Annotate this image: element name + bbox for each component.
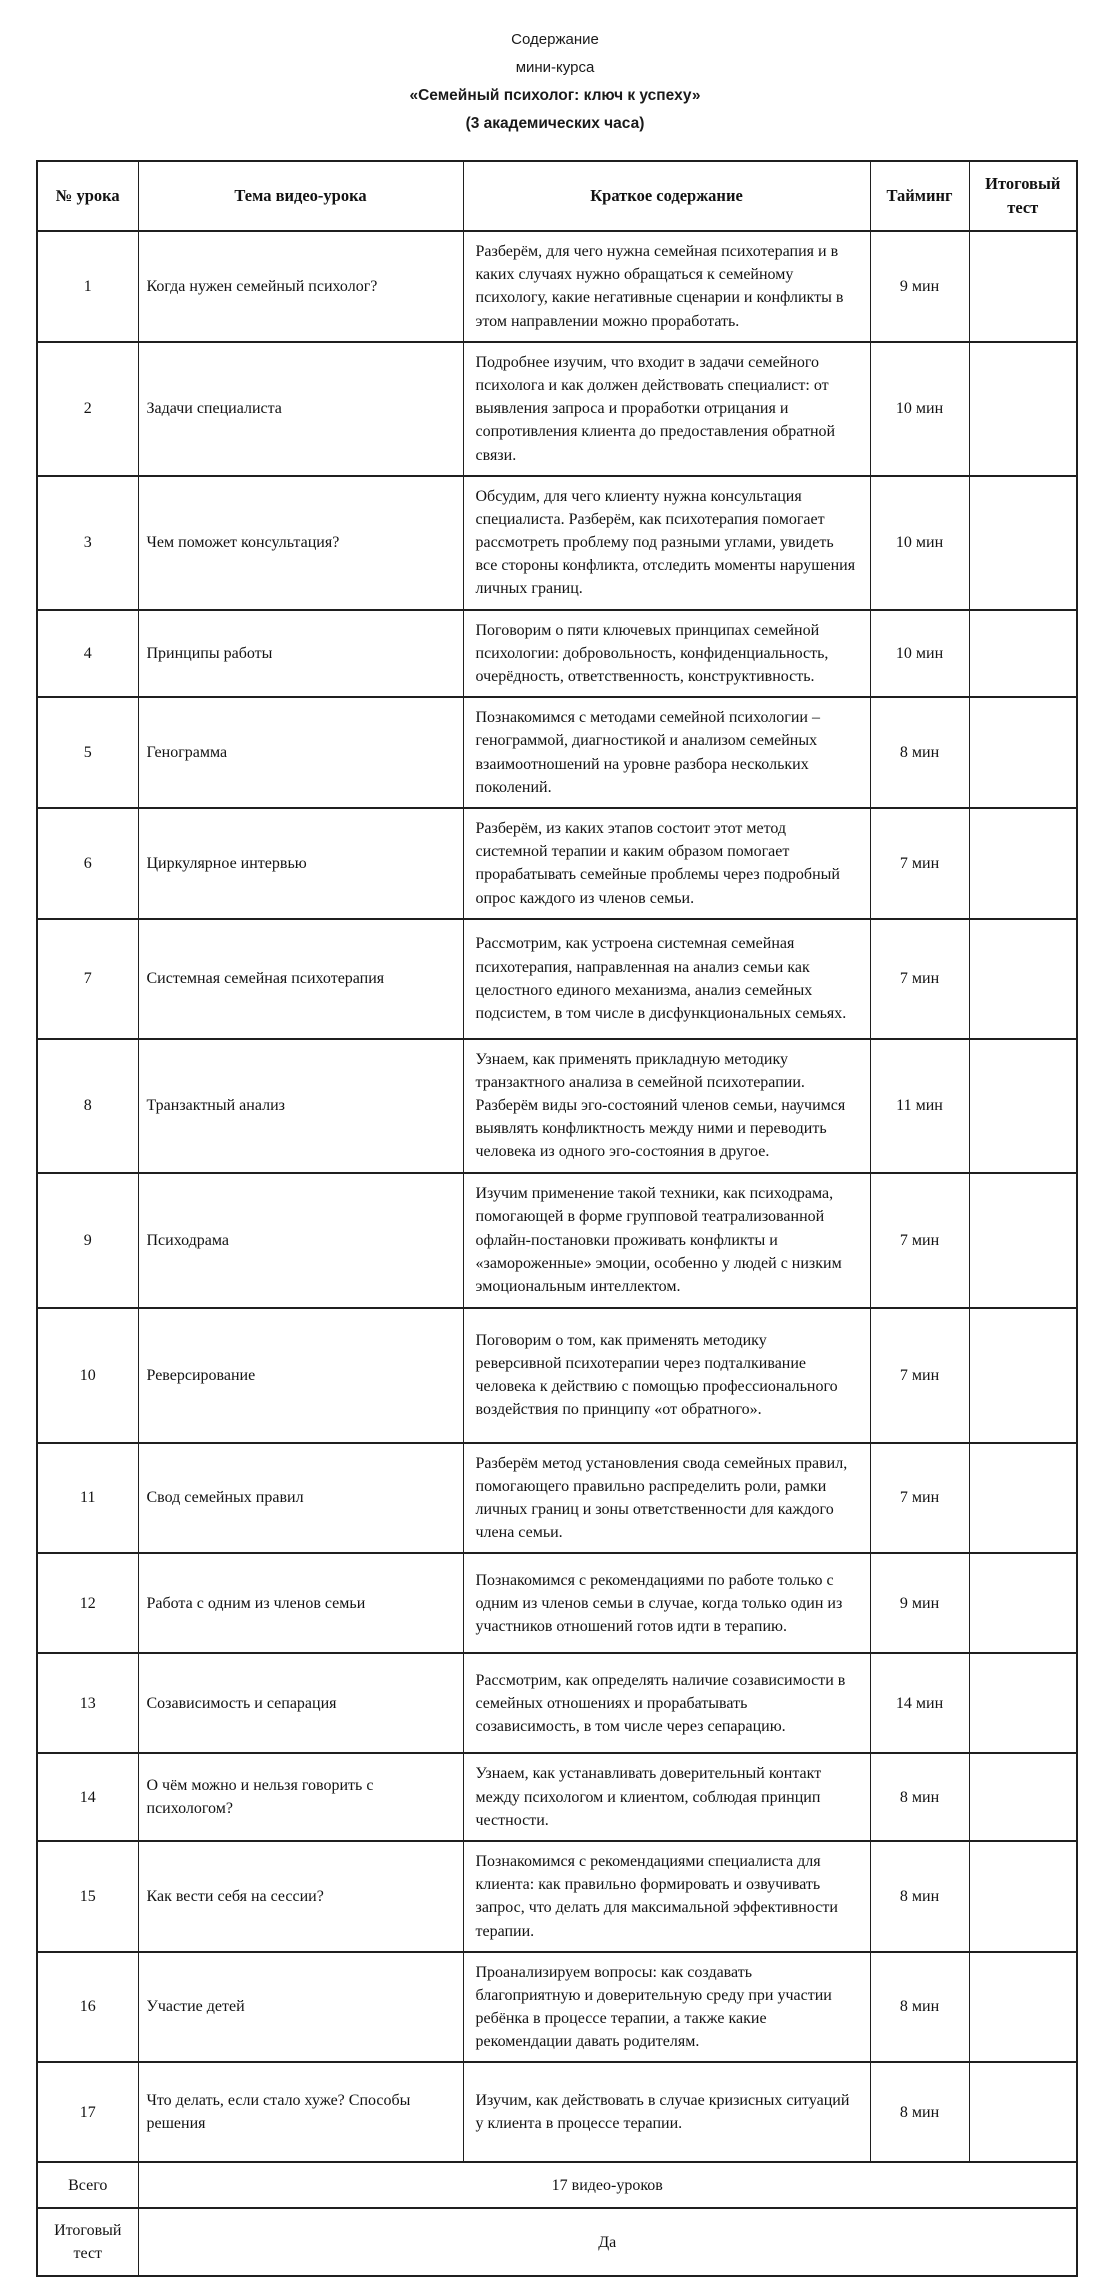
- lesson-number-cell: 8: [37, 1039, 138, 1173]
- lesson-number-cell: 9: [37, 1173, 138, 1308]
- total-label: Всего: [37, 2162, 138, 2208]
- lesson-timing-cell: 10 мин: [870, 476, 969, 610]
- course-contents-table: [36, 160, 1078, 2277]
- lesson-summary-cell: Разберём, из каких этапов состоит этот метод системной терапии и каким образом помогает прорабатывать семейные проблемы через подробный опрос каждого из членов семьи.: [463, 808, 870, 919]
- lesson-timing-cell: 10 мин: [870, 342, 969, 476]
- total-value: 17 видео-уроков: [138, 2162, 1077, 2208]
- lesson-row: [37, 2062, 1077, 2162]
- lesson-timing-cell: 7 мин: [870, 1443, 969, 1554]
- document-header: [0, 26, 1110, 138]
- lesson-topic-cell: Созависимость и сепарация: [138, 1653, 463, 1753]
- column-header-timing: Тайминг: [870, 161, 969, 231]
- lesson-row: [37, 808, 1077, 919]
- lesson-number-cell: 12: [37, 1553, 138, 1653]
- final-test-row: [37, 2208, 1077, 2276]
- lesson-summary-cell: Познакомимся с рекомендациями по работе только с одним из членов семьи в случае, когда только один из участников отношений готов идти в терапию.: [463, 1553, 870, 1653]
- lesson-test-cell: [969, 1039, 1077, 1173]
- lesson-test-cell: [969, 1653, 1077, 1753]
- lesson-number-cell: 3: [37, 476, 138, 610]
- lesson-test-cell: [969, 231, 1077, 342]
- lesson-number-cell: 15: [37, 1841, 138, 1952]
- lesson-row: [37, 1653, 1077, 1753]
- lesson-topic-cell: Циркулярное интервью: [138, 808, 463, 919]
- lesson-timing-cell: 8 мин: [870, 1841, 969, 1952]
- lesson-number-cell: 17: [37, 2062, 138, 2162]
- lesson-row: [37, 919, 1077, 1039]
- lesson-topic-cell: Принципы работы: [138, 610, 463, 698]
- lesson-topic-cell: Генограмма: [138, 697, 463, 808]
- lesson-topic-cell: Системная семейная психотерапия: [138, 919, 463, 1039]
- lesson-summary-cell: Узнаем, как применять прикладную методику транзактного анализа в семейной психотерапии. Разберём виды эго-состояний членов семьи, научимся выявлять конфликтность между ними и переводить человека из одного эго-состояния в другое.: [463, 1039, 870, 1173]
- lesson-timing-cell: 7 мин: [870, 808, 969, 919]
- course-duration: (3 академических часа): [465, 115, 645, 132]
- column-header-lesson-number: № урока: [37, 161, 138, 231]
- lesson-test-cell: [969, 1173, 1077, 1308]
- lesson-summary-cell: Узнаем, как устанавливать доверительный контакт между психологом и клиентом, соблюдая принцип честности.: [463, 1753, 870, 1841]
- lesson-topic-cell: Транзактный анализ: [138, 1039, 463, 1173]
- lesson-timing-cell: 10 мин: [870, 610, 969, 698]
- total-row: [37, 2162, 1077, 2208]
- lesson-timing-cell: 11 мин: [870, 1039, 969, 1173]
- lesson-number-cell: 14: [37, 1753, 138, 1841]
- lesson-row: [37, 231, 1077, 342]
- lesson-number-cell: 5: [37, 697, 138, 808]
- lesson-number-cell: 4: [37, 610, 138, 698]
- lesson-test-cell: [969, 2062, 1077, 2162]
- lesson-row: [37, 1173, 1077, 1308]
- lesson-summary-cell: Поговорим о пяти ключевых принципах семейной психологии: добровольность, конфиденциальность, очерёдность, ответственность, конструктивность.: [463, 610, 870, 698]
- lesson-row: [37, 610, 1077, 698]
- lesson-topic-cell: Что делать, если стало хуже? Способы решения: [138, 2062, 463, 2162]
- lesson-row: [37, 1308, 1077, 1443]
- lesson-summary-cell: Разберём метод установления свода семейных правил, помогающего правильно распределить роли, рамки личных границ и зоны ответственности для каждого члена семьи.: [463, 1443, 870, 1554]
- lesson-row: [37, 476, 1077, 610]
- lesson-summary-cell: Проанализируем вопросы: как создавать благоприятную и доверительную среду при участии ребёнка в процессе терапии, а также какие рекомендации давать родителям.: [463, 1952, 870, 2063]
- final-test-label: Итоговый тест: [37, 2208, 138, 2276]
- lesson-topic-cell: Свод семейных правил: [138, 1443, 463, 1554]
- column-header-topic: Тема видео-урока: [138, 161, 463, 231]
- lesson-topic-cell: Как вести себя на сессии?: [138, 1841, 463, 1952]
- lesson-summary-cell: Обсудим, для чего клиенту нужна консультация специалиста. Разберём, как психотерапия помогает рассмотреть проблему под разными углами, увидеть все стороны конфликта, отследить моменты нарушения личных границ.: [463, 476, 870, 610]
- lesson-summary-cell: Рассмотрим, как устроена системная семейная психотерапия, направленная на анализ семьи как целостного единого механизма, анализ семейных подсистем, в том числе в дисфункциональных семьях.: [463, 919, 870, 1039]
- lesson-test-cell: [969, 697, 1077, 808]
- lesson-number-cell: 13: [37, 1653, 138, 1753]
- lesson-test-cell: [969, 1443, 1077, 1554]
- lesson-test-cell: [969, 808, 1077, 919]
- lesson-row: [37, 1039, 1077, 1173]
- lesson-number-cell: 10: [37, 1308, 138, 1443]
- lesson-topic-cell: Психодрама: [138, 1173, 463, 1308]
- lesson-row: [37, 342, 1077, 476]
- lesson-timing-cell: 7 мин: [870, 1308, 969, 1443]
- lesson-number-cell: 16: [37, 1952, 138, 2063]
- lesson-timing-cell: 14 мин: [870, 1653, 969, 1753]
- lesson-row: [37, 1753, 1077, 1841]
- lesson-row: [37, 1553, 1077, 1653]
- lesson-summary-cell: Познакомимся с методами семейной психологии – генограммой, диагностикой и анализом семейных взаимоотношений на уровне разбора нескольких поколений.: [463, 697, 870, 808]
- lesson-test-cell: [969, 476, 1077, 610]
- lesson-topic-cell: Реверсирование: [138, 1308, 463, 1443]
- column-header-final-test: Итоговый тест: [969, 161, 1077, 231]
- lesson-timing-cell: 7 мин: [870, 919, 969, 1039]
- lesson-topic-cell: Чем поможет консультация?: [138, 476, 463, 610]
- lesson-summary-cell: Изучим применение такой техники, как психодрама, помогающей в форме групповой театрализованной офлайн-постановки проживать конфликты и «замороженные» эмоции, особенно у людей с низким эмоциональным интеллектом.: [463, 1173, 870, 1308]
- lesson-summary-cell: Поговорим о том, как применять методику реверсивной психотерапии через подталкивание человека к действию с помощью профессионального воздействия по принципу «от обратного».: [463, 1308, 870, 1443]
- lesson-test-cell: [969, 1952, 1077, 2063]
- lesson-timing-cell: 8 мин: [870, 697, 969, 808]
- header-subtitle-line: мини-курса: [515, 59, 595, 76]
- final-test-value: Да: [138, 2208, 1077, 2276]
- lesson-number-cell: 2: [37, 342, 138, 476]
- lesson-summary-cell: Рассмотрим, как определять наличие созависимости в семейных отношениях и прорабатывать созависимость, в том числе через сепарацию.: [463, 1653, 870, 1753]
- lesson-timing-cell: 8 мин: [870, 2062, 969, 2162]
- lesson-timing-cell: 7 мин: [870, 1173, 969, 1308]
- lesson-summary-cell: Разберём, для чего нужна семейная психотерапия и в каких случаях нужно обращаться к семейному психологу, какие негативные сценарии и конфликты в этом направлении можно проработать.: [463, 231, 870, 342]
- course-title: «Семейный психолог: ключ к успеху»: [409, 87, 701, 104]
- header-title-line: Содержание: [511, 31, 599, 48]
- lesson-row: [37, 1443, 1077, 1554]
- lesson-test-cell: [969, 1753, 1077, 1841]
- lesson-test-cell: [969, 1308, 1077, 1443]
- lesson-summary-cell: Подробнее изучим, что входит в задачи семейного психолога и как должен действовать специалист: от выявления запроса и проработки отрицания и сопротивления клиента до предоставления обратной связи.: [463, 342, 870, 476]
- lesson-summary-cell: Познакомимся с рекомендациями специалиста для клиента: как правильно формировать и озвучивать запрос, что делать для максимальной эффективности терапии.: [463, 1841, 870, 1952]
- lesson-row: [37, 1952, 1077, 2063]
- lesson-timing-cell: 9 мин: [870, 1553, 969, 1653]
- lesson-topic-cell: О чём можно и нельзя говорить с психологом?: [138, 1753, 463, 1841]
- lesson-test-cell: [969, 1841, 1077, 1952]
- column-header-summary: Краткое содержание: [463, 161, 870, 231]
- lesson-topic-cell: Когда нужен семейный психолог?: [138, 231, 463, 342]
- lesson-test-cell: [969, 1553, 1077, 1653]
- lesson-timing-cell: 9 мин: [870, 231, 969, 342]
- lesson-timing-cell: 8 мин: [870, 1952, 969, 2063]
- lesson-test-cell: [969, 342, 1077, 476]
- lesson-topic-cell: Работа с одним из членов семьи: [138, 1553, 463, 1653]
- lesson-number-cell: 6: [37, 808, 138, 919]
- lesson-summary-cell: Изучим, как действовать в случае кризисных ситуаций у клиента в процессе терапии.: [463, 2062, 870, 2162]
- lesson-number-cell: 1: [37, 231, 138, 342]
- lesson-test-cell: [969, 919, 1077, 1039]
- lesson-row: [37, 1841, 1077, 1952]
- table-header-row: [37, 161, 1077, 231]
- lesson-number-cell: 7: [37, 919, 138, 1039]
- lesson-row: [37, 697, 1077, 808]
- lesson-number-cell: 11: [37, 1443, 138, 1554]
- lesson-test-cell: [969, 610, 1077, 698]
- lesson-topic-cell: Участие детей: [138, 1952, 463, 2063]
- lesson-timing-cell: 8 мин: [870, 1753, 969, 1841]
- lesson-topic-cell: Задачи специалиста: [138, 342, 463, 476]
